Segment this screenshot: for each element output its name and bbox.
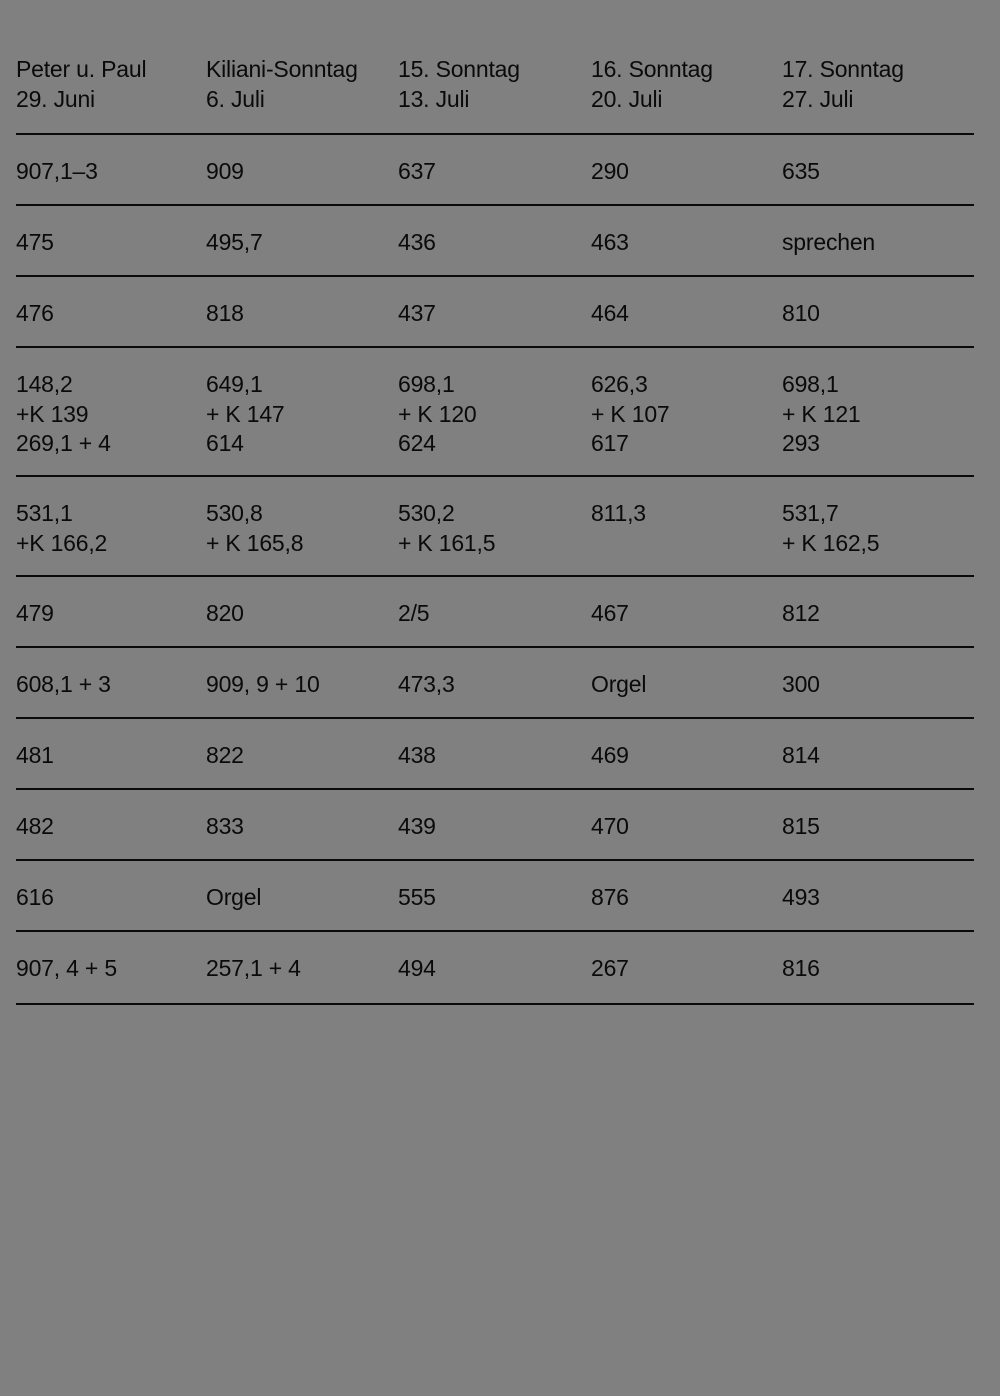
header-title: Kiliani-Sonntag <box>206 56 358 82</box>
cell-line: 494 <box>398 955 436 981</box>
table-row <box>16 135 974 206</box>
table-cell <box>398 299 591 346</box>
cell-line: 617 <box>591 430 629 456</box>
table-cell <box>206 499 398 575</box>
header-date: 27. Juli <box>782 85 854 112</box>
table-cell <box>16 741 206 788</box>
cell-line: 439 <box>398 813 436 839</box>
cell-line: 293 <box>782 430 820 456</box>
cell-line: 300 <box>782 671 820 697</box>
table-row <box>16 477 974 577</box>
table-row <box>16 348 974 477</box>
cell-line: 614 <box>206 430 244 456</box>
cell-line: 816 <box>782 955 820 981</box>
table-cell <box>16 599 206 646</box>
cell-line: + K 121 <box>782 400 861 427</box>
table-cell <box>16 370 206 475</box>
cell-line: 495,7 <box>206 229 263 255</box>
cell-line: 811,3 <box>591 500 646 526</box>
table-cell <box>782 954 974 1003</box>
table-cell <box>398 599 591 646</box>
table-cell <box>16 812 206 859</box>
cell-line: 481 <box>16 742 54 768</box>
table-cell <box>782 299 974 346</box>
table-cell <box>591 812 782 859</box>
cell-line: 438 <box>398 742 436 768</box>
cell-line: + K 161,5 <box>398 529 496 556</box>
table-cell <box>206 299 398 346</box>
table-cell <box>782 599 974 646</box>
header-title: Peter u. Paul <box>16 56 147 82</box>
table-cell <box>782 499 974 575</box>
table-cell <box>398 670 591 717</box>
header-title: 16. Sonntag <box>591 56 713 82</box>
cell-line: 473,3 <box>398 671 455 697</box>
header-cell <box>398 55 591 133</box>
cell-line: 148,2 <box>16 371 73 397</box>
table-cell <box>591 670 782 717</box>
header-cell <box>16 55 206 133</box>
cell-line: 269,1 + 4 <box>16 430 111 456</box>
cell-line: 818 <box>206 300 244 326</box>
cell-line: 530,8 <box>206 500 263 526</box>
cell-line: 531,7 <box>782 500 839 526</box>
table-cell <box>206 741 398 788</box>
cell-line: +K 139 <box>16 400 89 427</box>
cell-line: 469 <box>591 742 629 768</box>
table-cell <box>206 954 398 1003</box>
table-cell <box>398 954 591 1003</box>
table-cell <box>782 741 974 788</box>
table-cell <box>206 228 398 275</box>
table-row <box>16 206 974 277</box>
cell-line: 608,1 + 3 <box>16 671 111 697</box>
cell-line: 482 <box>16 813 54 839</box>
table-row <box>16 932 974 1005</box>
table-cell <box>398 812 591 859</box>
table-cell <box>206 883 398 930</box>
cell-line: 907, 4 + 5 <box>16 955 117 981</box>
header-row <box>16 55 974 135</box>
cell-line: 476 <box>16 300 54 326</box>
table-cell <box>206 599 398 646</box>
table-cell <box>16 954 206 1003</box>
cell-line: 822 <box>206 742 244 768</box>
cell-line: 635 <box>782 158 820 184</box>
table-cell <box>16 883 206 930</box>
cell-line: 649,1 <box>206 371 263 397</box>
header-cell <box>591 55 782 133</box>
cell-line: Orgel <box>206 884 262 910</box>
cell-line: + K 107 <box>591 400 670 427</box>
cell-line: 815 <box>782 813 820 839</box>
table-cell <box>782 883 974 930</box>
cell-line: 907,1–3 <box>16 158 98 184</box>
cell-line: 833 <box>206 813 244 839</box>
cell-line: 267 <box>591 955 629 981</box>
cell-line: + K 147 <box>206 400 285 427</box>
cell-line: 698,1 <box>398 371 455 397</box>
table-cell <box>591 299 782 346</box>
header-date: 29. Juni <box>16 85 95 112</box>
table-cell <box>398 741 591 788</box>
cell-line: 820 <box>206 600 244 626</box>
cell-line: 624 <box>398 430 436 456</box>
cell-line: 470 <box>591 813 629 839</box>
cell-line: 626,3 <box>591 371 648 397</box>
table-cell <box>591 157 782 204</box>
cell-line: 2/5 <box>398 600 430 626</box>
cell-line: 290 <box>591 158 629 184</box>
header-date: 6. Juli <box>206 85 265 112</box>
table-cell <box>782 670 974 717</box>
table-row <box>16 719 974 790</box>
cell-line: 479 <box>16 600 54 626</box>
table-row <box>16 648 974 719</box>
cell-line: 463 <box>591 229 629 255</box>
header-title: 15. Sonntag <box>398 56 520 82</box>
table-cell <box>16 157 206 204</box>
cell-line: 876 <box>591 884 629 910</box>
cell-line: 257,1 + 4 <box>206 955 301 981</box>
table-cell <box>591 599 782 646</box>
table-cell <box>16 670 206 717</box>
cell-line: 637 <box>398 158 436 184</box>
header-cell <box>782 55 974 133</box>
table-cell <box>591 370 782 475</box>
table-cell <box>782 370 974 475</box>
cell-line: 437 <box>398 300 436 326</box>
cell-line: 436 <box>398 229 436 255</box>
table-cell <box>16 299 206 346</box>
cell-line: Orgel <box>591 671 647 697</box>
table-cell <box>782 812 974 859</box>
cell-line: 909 <box>206 158 244 184</box>
cell-line: +K 166,2 <box>16 529 108 556</box>
table-cell <box>206 370 398 475</box>
cell-line: 493 <box>782 884 820 910</box>
cell-line: 698,1 <box>782 371 839 397</box>
table-cell <box>206 812 398 859</box>
cell-line: + K 120 <box>398 400 477 427</box>
table-cell <box>16 499 206 575</box>
cell-line: 464 <box>591 300 629 326</box>
table-cell <box>591 499 782 575</box>
cell-line: 909, 9 + 10 <box>206 671 320 697</box>
table-row <box>16 790 974 861</box>
cell-line: 812 <box>782 600 820 626</box>
table-cell <box>398 157 591 204</box>
hymn-table <box>16 55 974 1005</box>
table-cell <box>591 741 782 788</box>
cell-line: sprechen <box>782 229 876 255</box>
table-cell <box>16 228 206 275</box>
table-cell <box>206 157 398 204</box>
cell-line: + K 165,8 <box>206 529 304 556</box>
table-cell <box>398 883 591 930</box>
cell-line: + K 162,5 <box>782 529 880 556</box>
table-cell <box>782 228 974 275</box>
table-cell <box>398 370 591 475</box>
table-cell <box>591 883 782 930</box>
table-row <box>16 577 974 648</box>
table-cell <box>206 670 398 717</box>
table-cell <box>591 228 782 275</box>
header-date: 13. Juli <box>398 85 470 112</box>
table-cell <box>398 499 591 575</box>
cell-line: 475 <box>16 229 54 255</box>
table-cell <box>591 954 782 1003</box>
cell-line: 616 <box>16 884 54 910</box>
header-date: 20. Juli <box>591 85 663 112</box>
cell-line: 467 <box>591 600 629 626</box>
header-title: 17. Sonntag <box>782 56 904 82</box>
cell-line: 530,2 <box>398 500 455 526</box>
cell-line: 814 <box>782 742 820 768</box>
cell-line: 810 <box>782 300 820 326</box>
table-row <box>16 277 974 348</box>
table-row <box>16 861 974 932</box>
cell-line: 531,1 <box>16 500 73 526</box>
cell-line: 555 <box>398 884 436 910</box>
header-cell <box>206 55 398 133</box>
table-cell <box>782 157 974 204</box>
table-cell <box>398 228 591 275</box>
